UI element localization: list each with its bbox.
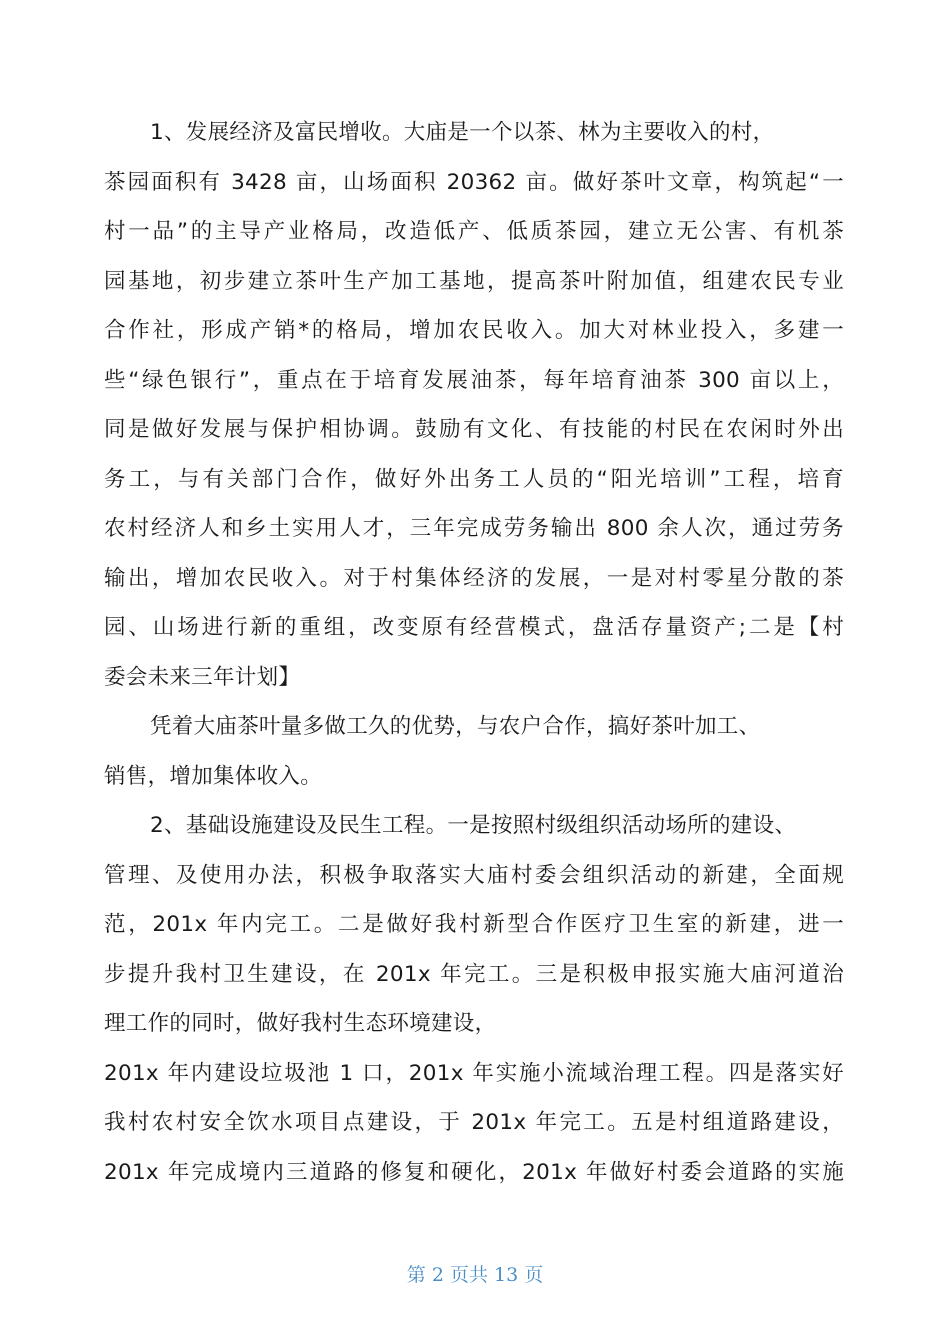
text-line: 园、山场进行新的重组，改变原有经营模式，盘活存量资产;二是【村 [104, 615, 844, 640]
text-line: 1、发展经济及富民增收。大庙是一个以茶、林为主要收入的村， [150, 120, 775, 145]
text-line: 委会未来三年计划】 [104, 665, 301, 690]
text-line: 凭着大庙茶叶量多做工久的优势，与农户合作，搞好茶叶加工、 [150, 714, 761, 739]
text-line: 同是做好发展与保护相协调。鼓励有文化、有技能的村民在农闲时外出 [104, 417, 844, 442]
text-line: 合作社，形成产销*的格局，增加农民收入。加大对林业投入，多建一 [104, 318, 844, 343]
text-line: 茶园面积有 3428 亩，山场面积 20362 亩。做好茶叶文章，构筑起“一 [104, 170, 844, 195]
text-line: 201x 年内建设垃圾池 1 口，201x 年实施小流域治理工程。四是落实好 [104, 1061, 844, 1086]
text-line: 村一品”的主导产业格局，改造低产、低质茶园，建立无公害、有机茶 [104, 219, 844, 244]
text-line: 销售，增加集体收入。 [104, 764, 323, 789]
text-line: 步提升我村卫生建设，在 201x 年完工。三是积极申报实施大庙河道治 [104, 962, 844, 987]
text-line: 输出，增加农民收入。对于村集体经济的发展，一是对村零星分散的茶 [104, 566, 844, 591]
text-line: 务工，与有关部门合作，做好外出务工人员的“阳光培训”工程，培育 [104, 467, 844, 492]
text-line: 2、基础设施建设及民生工程。一是按照村级组织活动场所的建设、 [150, 813, 797, 838]
text-line: 管理、及使用办法，积极争取落实大庙村委会组织活动的新建，全面规 [104, 863, 844, 888]
text-line: 我村农村安全饮水项目点建设，于 201x 年完工。五是村组道路建设， [104, 1110, 844, 1135]
text-line: 理工作的同时，做好我村生态环境建设， [104, 1011, 497, 1036]
text-line: 园基地，初步建立茶叶生产加工基地，提高茶叶附加值，组建农民专业 [104, 269, 844, 294]
text-line: 范，201x 年内完工。二是做好我村新型合作医疗卫生室的新建，进一 [104, 912, 844, 937]
page-number-footer: 第 2 页共 13 页 [406, 1264, 544, 1286]
text-line: 些“绿色银行”，重点在于培育发展油茶，每年培育油茶 300 亩以上， [104, 368, 844, 393]
text-line: 农村经济人和乡土实用人才，三年完成劳务输出 800 余人次，通过劳务 [104, 516, 844, 541]
text-line: 201x 年完成境内三道路的修复和硬化，201x 年做好村委会道路的实施 [104, 1160, 844, 1185]
